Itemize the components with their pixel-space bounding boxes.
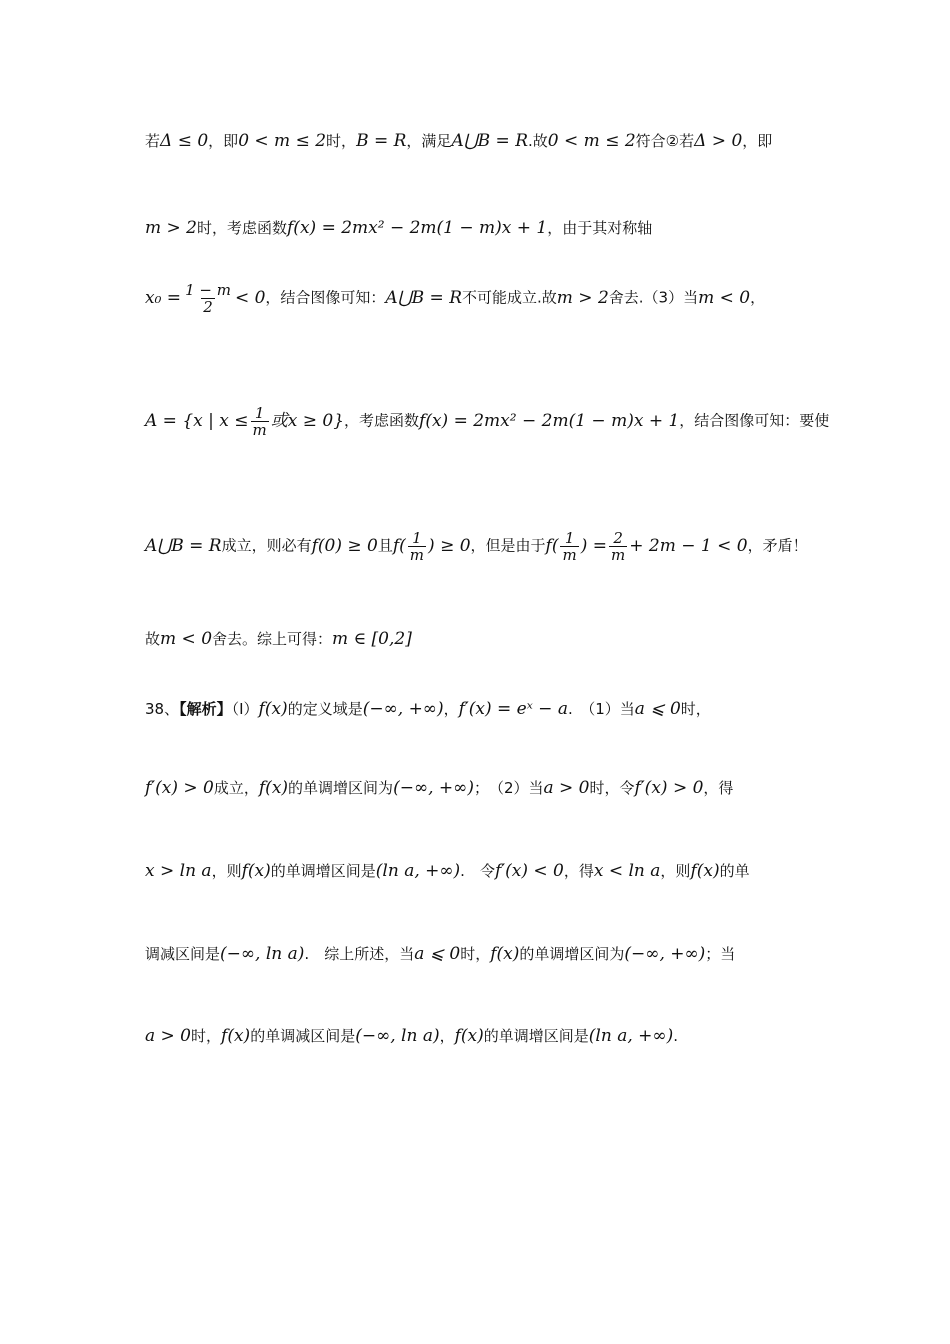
math-expression: f(x) — [221, 1026, 251, 1046]
body-text: 的单调增区间为 — [288, 779, 394, 797]
text-line — [145, 217, 825, 239]
text-line — [145, 530, 825, 563]
math-expression: x₀ = — [145, 287, 182, 308]
body-text: （Ⅰ） — [231, 700, 259, 718]
math-expression: f(x) = 2mx² − 2m(1 − m)x + 1 — [419, 410, 680, 431]
math-expression: a ⩽ 0 — [634, 699, 681, 719]
math-expression: m ∈ [0,2] — [332, 629, 412, 649]
math-expression: B = R — [356, 131, 407, 151]
fraction-numerator: 1 — [254, 404, 265, 422]
body-text: ，满足 — [406, 132, 452, 150]
body-text: ； （2）当 — [473, 779, 544, 797]
body-text: 的单调增区间是 — [270, 862, 376, 880]
fraction — [609, 530, 627, 563]
math-expression: A⋃B = R — [145, 535, 222, 556]
body-text: 的单调增区间是 — [483, 1027, 589, 1045]
math-expression: f′(x) > 0 — [145, 778, 214, 798]
math-expression: f(x) — [490, 944, 520, 964]
math-expression: f(x) — [241, 861, 271, 881]
math-expression: (−∞, +∞) — [624, 944, 706, 964]
body-text: 时， — [460, 945, 491, 963]
body-text: ，则 — [660, 862, 691, 880]
math-expression: f( — [545, 535, 559, 556]
body-text: ，则 — [211, 862, 242, 880]
body-text: . （1）当 — [567, 700, 635, 718]
body-text: 舍去。综上可得： — [212, 630, 333, 648]
text-line — [145, 943, 825, 965]
math-expression: f′(x) = eˣ − a — [458, 699, 568, 719]
text-line — [145, 698, 825, 720]
body-text: 的单调减区间是 — [250, 1027, 356, 1045]
body-text: ；当 — [705, 945, 736, 963]
fraction — [183, 282, 233, 315]
section-label: 【解析】 — [179, 700, 232, 718]
math-expression: f′(x) < 0 — [494, 861, 564, 881]
fraction-numerator: 1 − m — [185, 281, 231, 299]
body-text: 的单调增区间为 — [519, 945, 625, 963]
math-expression: Δ ≤ 0 — [160, 131, 209, 151]
math-expression: x > ln a — [145, 861, 212, 881]
body-text: ， — [439, 1027, 455, 1045]
fraction-denominator: m — [409, 546, 425, 564]
body-text: .故 — [528, 132, 548, 150]
math-expression: A = {x | x ≤ — [145, 410, 249, 431]
math-expression: m > 2 — [556, 287, 609, 308]
math-expression: A⋃B = R — [385, 287, 462, 308]
fraction — [408, 530, 426, 563]
math-expression: (ln a, +∞) — [588, 1026, 674, 1046]
math-expression: a > 0 — [543, 778, 590, 798]
math-expression: f( — [392, 535, 406, 556]
math-expression: m < 0 — [160, 629, 213, 649]
math-expression: a > 0 — [145, 1026, 192, 1046]
fraction — [560, 530, 578, 563]
math-expression: f′(x) > 0 — [634, 778, 704, 798]
body-text: ，结合图像可知：要使 — [679, 411, 830, 430]
fraction-numerator: 1 — [412, 529, 422, 547]
math-expression: f(0) ≥ 0 — [311, 535, 378, 556]
body-text: ，由于其对称轴 — [547, 219, 653, 237]
body-text: 的定义域是 — [287, 700, 363, 718]
body-text: 时，考虑函数 — [197, 219, 288, 237]
text-line — [145, 1025, 825, 1047]
body-text: 的单 — [719, 862, 750, 880]
math-expression: 或x ≥ 0} — [270, 410, 345, 431]
body-text: ，考虑函数 — [344, 411, 420, 430]
text-line — [145, 860, 825, 882]
body-text: 且 — [377, 536, 393, 555]
body-text: 38、 — [145, 700, 180, 718]
body-text: ， — [750, 288, 766, 307]
body-text: 时， — [191, 1027, 222, 1045]
body-text: . 综上所述，当 — [304, 945, 415, 963]
body-text: 不可能成立.故 — [462, 288, 557, 307]
body-text: ，得 — [703, 779, 734, 797]
body-text: 时， — [326, 132, 357, 150]
math-expression: (−∞, +∞) — [362, 699, 444, 719]
math-expression: + 2m − 1 < 0 — [629, 535, 748, 556]
math-expression: < 0 — [234, 287, 266, 308]
body-text: ， — [443, 700, 459, 718]
body-text: ，得 — [563, 862, 594, 880]
fraction-denominator: m — [562, 546, 577, 564]
math-expression: A⋃B = R — [451, 131, 529, 151]
text-line — [145, 404, 830, 439]
body-text: . 令 — [460, 862, 495, 880]
fraction-denominator: m — [611, 546, 626, 564]
math-expression: Δ > 0 — [694, 131, 743, 151]
body-text: 调减区间是 — [145, 945, 221, 963]
math-expression: 0 < m ≤ 2 — [238, 131, 327, 151]
body-text: 成立，则必有 — [221, 536, 312, 555]
math-expression: m < 0 — [698, 287, 751, 308]
math-expression: (ln a, +∞) — [375, 861, 461, 881]
body-text: 时， — [680, 700, 711, 718]
body-text: ，但是由于 — [470, 536, 546, 555]
body-text: 若 — [145, 132, 161, 150]
math-expression: ) = — [580, 535, 607, 556]
math-expression: 0 < m ≤ 2 — [547, 131, 636, 151]
fraction — [251, 405, 269, 438]
math-expression: x < ln a — [593, 861, 661, 881]
body-text: ，即 — [742, 132, 773, 150]
math-expression: (−∞, ln a) — [355, 1026, 440, 1046]
math-expression: m > 2 — [145, 218, 197, 238]
math-expression: ) ≥ 0 — [428, 535, 471, 556]
math-expression: f(x) — [258, 778, 289, 798]
fraction-denominator: m — [252, 421, 267, 439]
text-line — [145, 130, 825, 152]
math-expression: f(x) — [690, 861, 720, 881]
fraction-numerator: 1 — [564, 529, 575, 547]
body-text: 符合②若 — [635, 132, 695, 150]
body-text: 时，令 — [589, 779, 635, 797]
math-expression: (−∞, +∞) — [393, 778, 474, 798]
body-text: . — [673, 1027, 678, 1045]
body-text: ，矛盾！ — [747, 536, 808, 555]
fraction-numerator: 2 — [613, 529, 623, 547]
text-line — [145, 282, 825, 315]
math-expression: f(x) — [454, 1026, 484, 1046]
text-line — [145, 777, 825, 799]
body-text: ，结合图像可知： — [265, 288, 386, 307]
math-expression: a ⩽ 0 — [414, 944, 461, 964]
body-text: ，即 — [208, 132, 239, 150]
body-text: 成立， — [213, 779, 259, 797]
body-text: 舍去.（3）当 — [608, 288, 699, 307]
fraction-denominator: 2 — [203, 298, 213, 316]
body-text: 故 — [145, 630, 161, 648]
math-expression: (−∞, ln a) — [220, 944, 305, 964]
math-expression: f(x) = 2mx² − 2m(1 − m)x + 1 — [287, 218, 548, 238]
math-expression: f(x) — [258, 699, 288, 719]
text-line — [145, 628, 825, 650]
